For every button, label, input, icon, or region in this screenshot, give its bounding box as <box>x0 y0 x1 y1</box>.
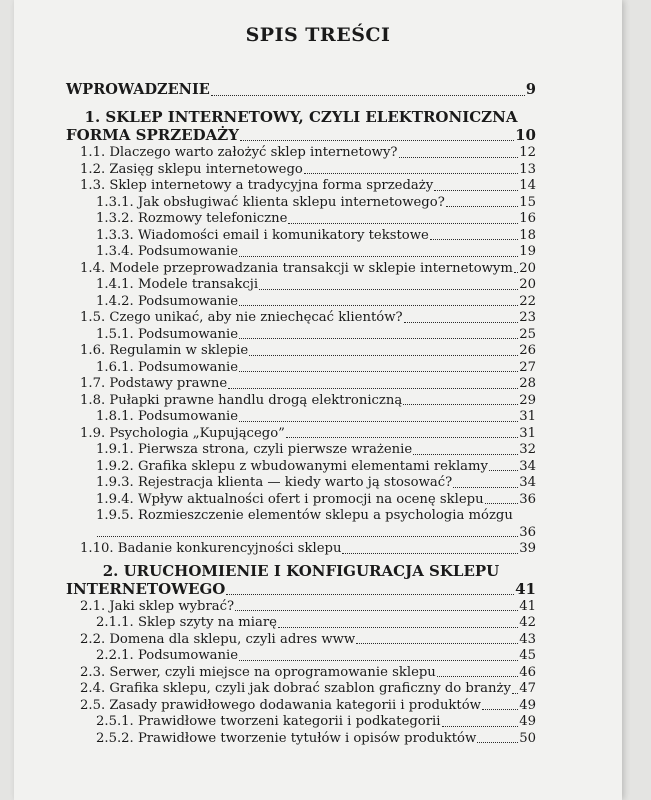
dot-leader <box>239 370 518 372</box>
dot-leader <box>477 741 518 743</box>
chapter1-heading-line1: 1. SKLEP INTERNETOWY, CZYLI ELEKTRONICZNA <box>84 108 518 126</box>
toc-entry-title: 2.5.1. Prawidłowe tworzeni kategorii i podkategorii <box>96 714 441 729</box>
dot-leader <box>404 321 519 323</box>
toc-entry <box>66 327 536 344</box>
chapter2-heading-text: INTERNETOWEGO <box>66 579 226 598</box>
toc-entry-page: 50 <box>519 730 536 746</box>
chapter1-heading-line2 <box>66 126 536 145</box>
toc-entry-title: 1.5.1. Podsumowanie <box>96 326 239 342</box>
toc-entry-title: 2.2.1. Podsumowanie <box>96 648 239 663</box>
toc-entry <box>66 409 536 426</box>
toc-entry-page: 41 <box>519 598 536 614</box>
dot-leader <box>514 271 518 273</box>
toc-entry-title: 1.8.1. Podsumowanie <box>96 409 239 424</box>
toc-entry <box>66 294 536 311</box>
toc-entry <box>66 343 536 360</box>
toc-entry-page: 29 <box>519 392 536 408</box>
chapter1-page: 10 <box>515 126 536 144</box>
toc-entry-page: 15 <box>519 194 536 210</box>
toc-entry-page: 16 <box>519 211 536 226</box>
dot-leader <box>226 593 514 595</box>
toc-entry-title: 1.9.3. Rejestracja klienta — kiedy warto ją stosować? <box>96 475 453 490</box>
toc-entry <box>66 261 536 278</box>
toc-intro-page: 9 <box>525 81 536 98</box>
toc-entry-page: 19 <box>519 244 536 259</box>
toc-entry-page: 47 <box>519 681 536 696</box>
dot-leader <box>485 502 519 504</box>
toc-entry <box>66 310 536 327</box>
dot-leader <box>288 222 518 224</box>
toc-entry-page: 20 <box>519 277 536 292</box>
toc-entry-title: 1.3.2. Rozmowy telefoniczne <box>96 211 288 226</box>
dot-leader <box>437 675 518 677</box>
toc-entry-page: 45 <box>519 648 536 663</box>
dot-leader <box>434 189 518 191</box>
toc-entry-title: 1.4. Modele przeprowadzania transakcji w sklepie internetowym <box>80 260 513 276</box>
toc-entry-title: 1.2. Zasięg sklepu internetowego <box>80 161 303 177</box>
dot-leader <box>482 708 518 710</box>
toc-entry <box>66 426 536 443</box>
table-of-contents <box>66 80 536 747</box>
dot-leader <box>403 403 518 405</box>
toc-entry-title: 1.6. Regulamin w sklepie <box>80 343 249 358</box>
toc-entry-page: 43 <box>519 631 536 647</box>
toc-entry-title: 2.3. Serwer, czyli miejsce na oprogramowanie sklepu <box>80 664 436 680</box>
chapter1-entries <box>66 145 536 508</box>
toc-entry <box>66 162 536 179</box>
dot-leader <box>228 387 518 389</box>
toc-entry-page: 20 <box>519 260 536 276</box>
toc-entry-page: 34 <box>519 458 536 474</box>
dot-leader <box>259 288 518 290</box>
dot-leader <box>489 469 518 471</box>
toc-entry-page: 22 <box>519 293 536 309</box>
toc-entry <box>66 665 536 682</box>
toc-entry <box>66 731 536 748</box>
toc-entry-title: 1.7. Podstawy prawne <box>80 376 228 391</box>
toc-entry <box>66 442 536 459</box>
page-title: SPIS TREŚCI <box>245 24 391 46</box>
toc-entry-title: 1.1. Dlaczego warto założyć sklep internetowy? <box>80 145 398 160</box>
dot-leader <box>239 255 518 257</box>
toc-entry-title: 1.10. Badanie konkurencyjności sklepu <box>80 541 342 556</box>
toc-entry <box>66 228 536 245</box>
toc-entry <box>66 681 536 698</box>
toc-entry-title: 1.4.2. Podsumowanie <box>96 293 239 309</box>
toc-entry-title: 1.9. Psychologia „Kupującego” <box>80 425 285 441</box>
chapter1-heading-text: FORMA SPRZEDAŻY <box>66 126 239 144</box>
toc-entry-title: 2.5.2. Prawidłowe tworzenie tytułów i opisów produktów <box>96 730 477 746</box>
book-page <box>14 0 622 800</box>
toc-entry-page: 36 <box>519 524 536 540</box>
toc-entry <box>66 698 536 715</box>
dot-leader <box>304 172 518 174</box>
dot-leader <box>240 139 514 141</box>
toc-entry-page: 42 <box>519 615 536 630</box>
toc-entry-page: 27 <box>519 359 536 375</box>
toc-entry-page: 36 <box>519 491 536 507</box>
toc-entry <box>66 648 536 665</box>
toc-entry-title: 1.9.2. Grafika sklepu z wbudowanymi elementami reklamy <box>96 458 488 474</box>
toc-entry-title: 1.6.1. Podsumowanie <box>96 359 239 375</box>
toc-entry-page: 23 <box>519 310 536 325</box>
dot-leader <box>286 436 518 438</box>
toc-entry-page: 31 <box>519 425 536 441</box>
toc-entry <box>66 599 536 616</box>
dot-leader <box>249 354 518 356</box>
dot-leader <box>211 94 525 96</box>
toc-entry <box>66 541 536 558</box>
toc-entry-title: 1.9.1. Pierwsza strona, czyli pierwsze wrażenie <box>96 442 413 457</box>
toc-entry <box>66 376 536 393</box>
toc-entry <box>66 615 536 632</box>
toc-entry <box>66 277 536 294</box>
toc-entry-page: 18 <box>519 227 536 243</box>
dot-leader <box>278 626 518 628</box>
toc-entry-page: 28 <box>519 376 536 391</box>
toc-entry-page: 31 <box>519 409 536 424</box>
toc-entry-title: 2.2. Domena dla sklepu, czyli adres www <box>80 631 356 647</box>
dot-leader <box>413 453 518 455</box>
toc-entry-page: 13 <box>519 161 536 177</box>
toc-entry-title: 1.9.4. Wpływ aktualności ofert i promocji na ocenę sklepu <box>96 491 484 507</box>
toc-intro-title: WPROWADZENIE <box>66 81 210 98</box>
toc-entry <box>66 360 536 377</box>
dot-leader <box>342 552 518 554</box>
chapter2-entries <box>66 599 536 748</box>
toc-intro <box>66 80 536 100</box>
dot-leader <box>239 420 518 422</box>
toc-entry <box>66 211 536 228</box>
toc-entry-title: 1.3.3. Wiadomości email i komunikatory tekstowe <box>96 227 429 243</box>
toc-entry-page: 46 <box>519 664 536 680</box>
dot-leader <box>399 156 519 158</box>
toc-entry-wrap-line <box>96 525 536 542</box>
dot-leader <box>239 337 518 339</box>
toc-entry-title: 1.3.1. Jak obsługiwać klienta sklepu internetowego? <box>96 194 445 210</box>
toc-entry <box>66 195 536 212</box>
toc-entry <box>66 492 536 509</box>
dot-leader <box>446 205 518 207</box>
dot-leader <box>430 238 518 240</box>
chapter2-heading-line2 <box>66 580 536 599</box>
toc-entry <box>66 632 536 649</box>
toc-entry-title: 1.4.1. Modele transakcji <box>96 277 259 292</box>
toc-entry-page: 49 <box>519 714 536 729</box>
toc-entry <box>66 475 536 492</box>
toc-entry-title: 1.5. Czego unikać, aby nie zniechęcać klientów? <box>80 310 403 325</box>
chapter2-heading-line1: 2. URUCHOMIENIE I KONFIGURACJA SKLEPU <box>102 561 500 580</box>
toc-entry-page: 14 <box>519 178 536 193</box>
toc-entry-page: 12 <box>519 145 536 160</box>
dot-leader <box>356 642 518 644</box>
dot-leader <box>239 659 518 661</box>
toc-entry <box>66 393 536 410</box>
dot-leader <box>235 609 518 611</box>
toc-entry-title: 1.9.5. Rozmieszczenie elementów sklepu a psychologia mózgu <box>96 508 513 523</box>
toc-entry-page: 26 <box>519 343 536 358</box>
toc-entry-page: 34 <box>519 475 536 490</box>
dot-leader <box>97 535 518 537</box>
toc-entry-title: 1.8. Pułapki prawne handlu drogą elektroniczną <box>80 392 403 408</box>
toc-entry <box>66 145 536 162</box>
toc-entry-wrapped <box>66 508 536 541</box>
toc-entry-title: 2.1. Jaki sklep wybrać? <box>80 598 235 614</box>
toc-entry-page: 32 <box>519 442 536 457</box>
toc-entry-page: 25 <box>519 326 536 342</box>
toc-entry-title: 1.3.4. Podsumowanie <box>96 244 239 259</box>
toc-entry-title: 1.3. Sklep internetowy a tradycyjna forma sprzedaży <box>80 178 434 193</box>
dot-leader <box>239 304 518 306</box>
toc-entry <box>66 244 536 261</box>
toc-entry-title: 2.4. Grafika sklepu, czyli jak dobrać szablon graficzny do branży <box>80 681 511 696</box>
toc-entry-page: 39 <box>519 541 536 556</box>
dot-leader <box>512 692 518 694</box>
chapter2-page: 41 <box>515 579 536 598</box>
dot-leader <box>453 486 518 488</box>
toc-entry-title: 2.1.1. Sklep szyty na miarę <box>96 615 277 630</box>
dot-leader <box>442 725 519 727</box>
toc-entry <box>66 459 536 476</box>
toc-entry <box>66 714 536 731</box>
toc-entry-page: 49 <box>519 697 536 713</box>
toc-entry-title: 2.5. Zasady prawidłowego dodawania kategorii i produktów <box>80 697 481 713</box>
toc-entry <box>66 178 536 195</box>
